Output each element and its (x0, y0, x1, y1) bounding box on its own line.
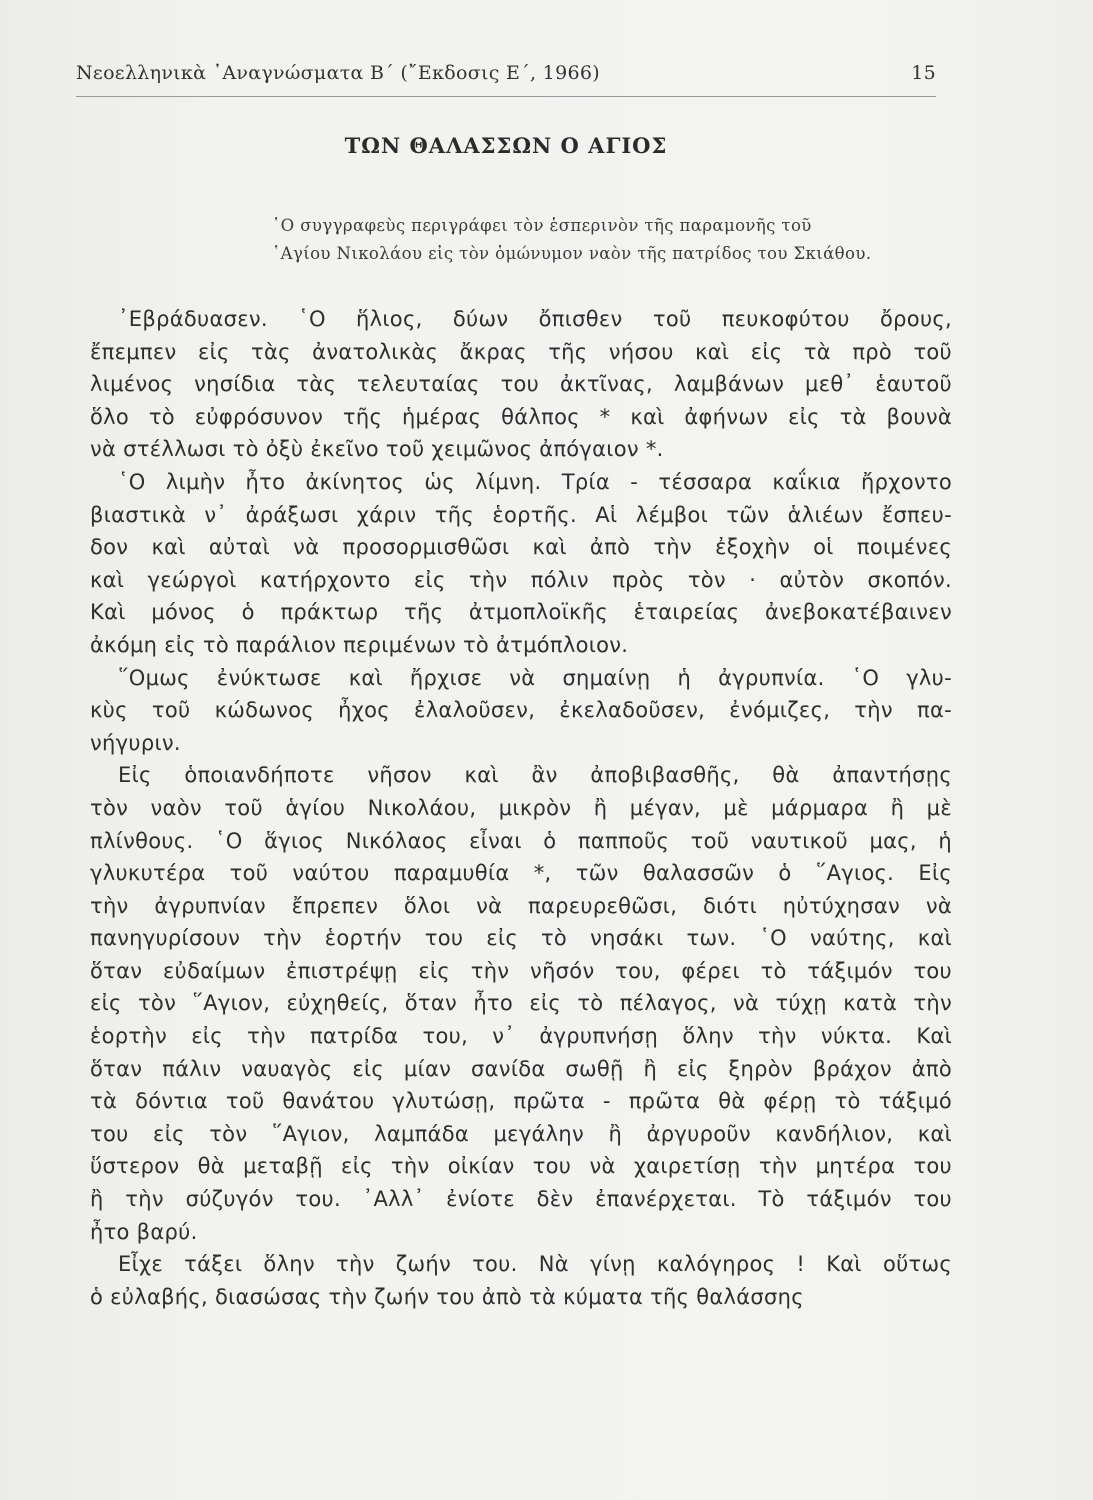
body-line: βιαστικὰ ν᾿ ἀράξωσι χάριν τῆς ἑορτῆς. Αἱ λέμβοι τῶν ἁλιέων ἔσπευ- (90, 502, 952, 527)
body-line: ῞Ομως ἐνύκτωσε καὶ ἤρχισε νὰ σημαίνῃ ἡ ἀγρυπνία. ῾Ο γλυ- (118, 665, 952, 690)
body-line: ᾿Εβράδυασεν. ῾Ο ἥλιος, δύων ὄπισθεν τοῦ πευκοφύτου ὄρους, (118, 307, 952, 331)
body-line: δον καὶ αὐταὶ νὰ προσορμισθῶσι καὶ ἀπὸ τὴν ἐξοχὴν οἱ ποιμένες (90, 535, 952, 560)
body-line: λιμένος νησίδια τὰς τελευταίας του ἀκτῖνας, λαμβάνων μεθ᾿ ἑαυτοῦ (90, 372, 952, 397)
body-line: ἦτο βαρύ. (90, 1219, 198, 1244)
body-text (90, 303, 960, 1313)
body-line: Εἰς ὁποιανδήποτε νῆσον καὶ ἂν ἀποβιβασθῆς, θὰ ἀπαντήσῃς (118, 763, 952, 788)
body-line: ὅταν εὐδαίμων ἐπιστρέψῃ εἰς τὴν νῆσόν του, φέρει τὸ τάξιμόν του (90, 958, 952, 983)
body-line: τὴν ἀγρυπνίαν ἔπρεπεν ὅλοι νὰ παρευρεθῶσι, διότι ηὐτύχησαν νὰ (90, 893, 952, 918)
body-line: εἰς τὸν ῞Αγιον, εὐχηθείς, ὅταν ἦτο εἰς τὸ πέλαγος, νὰ τύχῃ κατὰ τὴν (90, 991, 952, 1016)
body-line: πλίνθους. ῾Ο ἅγιος Νικόλαος εἶναι ὁ παπποῦς τοῦ ναυτικοῦ μας, ἡ (90, 828, 952, 853)
body-line: κὺς τοῦ κώδωνος ἦχος ἐλαλοῦσεν, ἐκελαδοῦσεν, ἐνόμιζες, τὴν πα- (90, 698, 952, 723)
body-line: ὅταν πάλιν ναυαγὸς εἰς μίαν σανίδα σωθῇ ἢ εἰς ξηρὸν βράχον ἀπὸ (90, 1056, 952, 1081)
page-number: 15 (911, 62, 936, 84)
intro-line: ῾Ο συγγραφεὺς περιγράφει τὸν ἑσπερινὸν τῆς παραμονῆς τοῦ (272, 216, 812, 235)
body-line: καὶ γεώργοὶ κατήρχοντο εἰς τὴν πόλιν πρὸς τὸν · αὐτὸν σκοπόν. (90, 567, 952, 592)
body-line: Εἶχε τάξει ὅλην τὴν ζωήν του. Νὰ γίνῃ καλόγηρος ! Καὶ οὕτως (118, 1252, 952, 1277)
body-line: τὸν ναὸν τοῦ ἁγίου Νικολάου, μικρὸν ἢ μέγαν, μὲ μάρμαρα ἢ μὲ (90, 795, 952, 820)
page-header (76, 62, 936, 92)
body-line: ἀκόμη εἰς τὸ παράλιον περιμένων τὸ ἀτμόπλοιον. (90, 632, 629, 657)
body-line: ὁ εὐλαβής, διασώσας τὴν ζωήν του ἀπὸ τὰ κύματα τῆς θαλάσσης (90, 1284, 804, 1309)
body-line: ὕστερον θὰ μεταβῇ εἰς τὴν οἰκίαν του νὰ χαιρετίσῃ τὴν μητέρα του (90, 1154, 952, 1179)
body-line: του εἰς τὸν ῞Αγιον, λαμπάδα μεγάλην ἢ ἀργυροῦν κανδήλιον, καὶ (90, 1121, 952, 1146)
body-line: πανηγυρίσουν τὴν ἑορτήν του εἰς τὸ νησάκι των. ῾Ο ναύτης, καὶ (90, 926, 952, 951)
running-title: Νεοελληνικὰ ᾿Αναγνώσματα Β΄ (῎Εκδοσις Ε΄, 1966) (76, 62, 600, 84)
body-line: νὰ στέλλωσι τὸ ὀξὺ ἐκεῖνο τοῦ χειμῶνος ἀπόγαιον *. (90, 437, 664, 462)
body-line: ῾Ο λιμὴν ἦτο ἀκίνητος ὡς λίμνη. Τρία - τέσσαρα καΐκια ἤρχοντο (118, 469, 952, 494)
header-rule (76, 96, 936, 97)
body-line: ἔπεμπεν εἰς τὰς ἀνατολικὰς ἄκρας τῆς νήσου καὶ εἰς τὰ πρὸ τοῦ (90, 339, 952, 364)
body-line: νήγυριν. (90, 730, 181, 755)
chapter-title: ΤΩΝ ΘΑΛΑΣΣΩΝ Ο ΑΓΙΟΣ (344, 133, 668, 158)
body-line: ὅλο τὸ εὐφρόσυνον τῆς ἡμέρας θάλπος * καὶ ἀφήνων εἰς τὰ βουνὰ (90, 404, 952, 429)
body-line: ἢ τὴν σύζυγόν του. ᾿Αλλ᾿ ἐνίοτε δὲν ἐπανέρχεται. Τὸ τάξιμόν του (90, 1187, 952, 1212)
body-line: τὰ δόντια τοῦ θανάτου γλυτώσῃ, πρῶτα - πρῶτα θὰ φέρῃ τὸ τάξιμό (90, 1089, 952, 1114)
intro-line: ῾Αγίου Νικολάου εἰς τὸν ὁμώνυμον ναὸν τῆς πατρίδος του Σκιάθου. (272, 244, 872, 263)
body-line: ἑορτὴν εἰς τὴν πατρίδα του, ν᾿ ἀγρυπνήσῃ ὅλην τὴν νύκτα. Καὶ (90, 1024, 952, 1049)
intro-note (272, 212, 952, 268)
body-line: Καὶ μόνος ὁ πράκτωρ τῆς ἀτμοπλοϊκῆς ἑταιρείας ἀνεβοκατέβαινεν (90, 600, 952, 625)
body-line: γλυκυτέρα τοῦ ναύτου παραμυθία *, τῶν θαλασσῶν ὁ ῞Αγιος. Εἰς (90, 861, 952, 886)
